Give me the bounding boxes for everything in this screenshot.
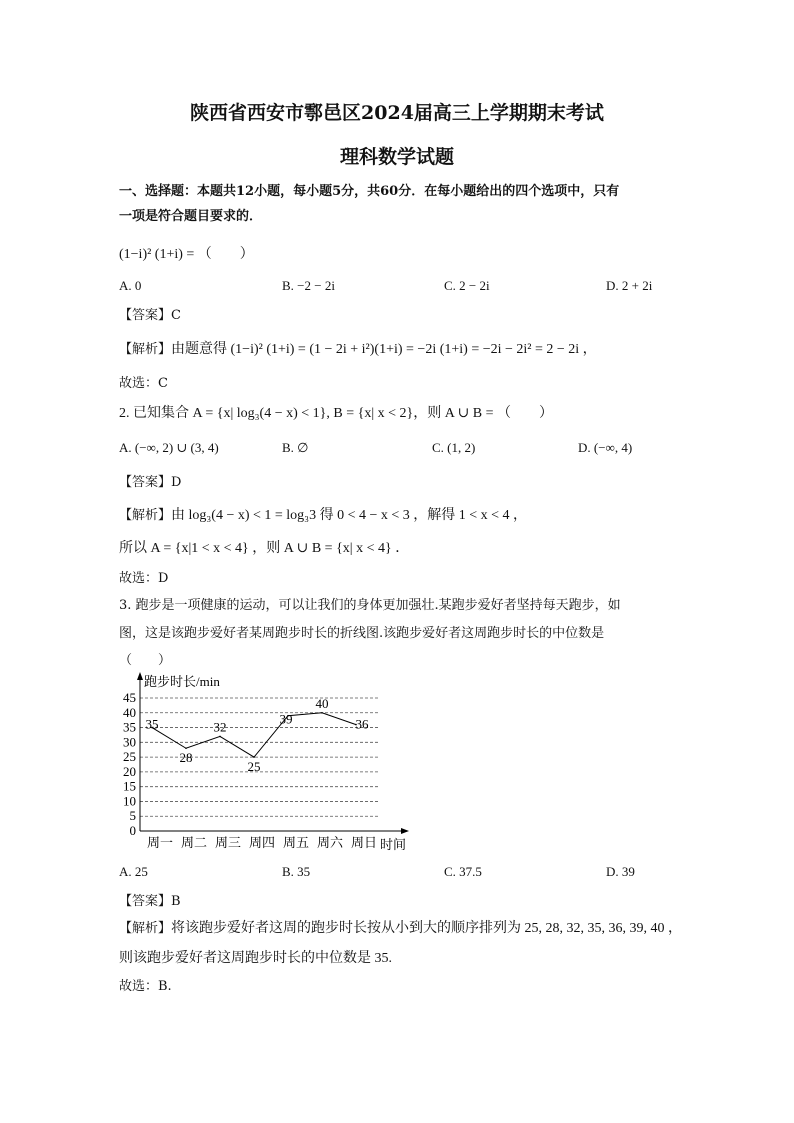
- running-time-line-chart: [110, 670, 430, 860]
- x-tick-labels: [147, 835, 377, 850]
- x-axis-title: 时间: [380, 837, 407, 852]
- q1-option-d: D. 2 + 2i: [606, 278, 653, 293]
- y-axis-title: 跑步时长/min: [144, 674, 220, 689]
- data-label-6: 40: [315, 695, 329, 711]
- chart-grid: [140, 695, 378, 816]
- section-header-line-1: 一、选择题：本题共12小题，每小题5分，共60分．在每小题给出的四个选项中，只有: [119, 184, 620, 199]
- y-tick-5: 5: [129, 808, 136, 824]
- q3-stem-1: 3. 跑步是一项健康的运动，可以让我们的身体更加强壮.某跑步爱好者坚持每天跑步，如: [119, 598, 621, 613]
- data-label-4: 25: [247, 759, 261, 775]
- x-tick-3: 周三: [214, 835, 242, 850]
- q3-analysis-text-1: 将该跑步爱好者这周的跑步时长按从小到大的顺序排列为 25, 28, 32, 35, 36, 39, 40 ，: [171, 921, 683, 936]
- y-tick-40: 40: [123, 704, 136, 720]
- q3-option-d: D. 39: [606, 864, 635, 879]
- q1-option-b: B. −2 − 2i: [282, 278, 335, 293]
- q3-option-c: C. 37.5: [444, 864, 482, 879]
- q2-analysis-2: 所以 A = {x|1 < x < 4} ，则 A ∪ B = {x| x < 4} ．: [119, 541, 410, 556]
- data-point-6: [321, 712, 323, 714]
- q2-option-c: C. (1, 2): [432, 440, 476, 455]
- q3-stem-2: 图，这是该跑步爱好者某周跑步时长的折线图.该跑步爱好者这周跑步时长的中位数是: [119, 626, 605, 641]
- x-tick-7: 周日: [350, 835, 378, 850]
- y-tick-25: 25: [123, 749, 136, 765]
- q3-option-b: B. 35: [282, 864, 311, 879]
- q2-conclusion: 故选：D: [119, 571, 169, 586]
- x-tick-4: 周四: [248, 835, 276, 850]
- q3-stem-3: （ ）: [119, 653, 172, 668]
- q2-analysis-label: 【解析】: [119, 508, 172, 523]
- x-tick-6: 周六: [316, 835, 344, 850]
- x-tick-2: 周二: [180, 835, 208, 850]
- q1-conclusion: 故选：C: [119, 376, 168, 391]
- q3-analysis-1: [119, 917, 682, 937]
- q1-analysis: [119, 338, 597, 358]
- q1-option-c: C. 2 − 2i: [444, 278, 490, 293]
- q1-answer: 【答案】C: [119, 308, 181, 323]
- data-label-3: 32: [213, 719, 227, 735]
- x-tick-1: 周一: [146, 835, 174, 850]
- q3-option-a: A. 25: [119, 864, 148, 879]
- x-axis-arrow: [401, 828, 409, 834]
- data-label-5: 39: [279, 711, 293, 727]
- data-label-1: 35: [145, 716, 159, 732]
- data-label-2: 28: [179, 750, 193, 766]
- q1-analysis-label: 【解析】: [119, 342, 172, 357]
- q1-option-a: A. 0: [119, 278, 142, 293]
- y-axis-arrow: [137, 672, 143, 680]
- data-point-3: [219, 736, 221, 738]
- q1-stem: [119, 243, 254, 263]
- q3-conclusion: 故选：B.: [119, 979, 172, 994]
- q2-option-b: B. ∅: [282, 440, 309, 455]
- q2-stem: 2. 已知集合 A = {x| log₃(4 − x) < 1}, B = {x| x < 2}，则 A ∪ B = （ ）: [119, 406, 554, 421]
- y-tick-20: 20: [123, 763, 136, 779]
- y-tick-0: 0: [129, 823, 136, 838]
- q1-stem-text: (1−i)² (1+i) = （ ）: [119, 247, 254, 262]
- y-tick-10: 10: [123, 793, 136, 809]
- y-tick-labels: [123, 690, 136, 838]
- q3-analysis-2: 则该跑步爱好者这周跑步时长的中位数是 35.: [119, 951, 392, 966]
- y-tick-30: 30: [123, 734, 136, 750]
- x-tick-5: 周五: [282, 835, 310, 850]
- data-label-7: 36: [355, 716, 369, 732]
- title-line-2: 理科数学试题: [339, 146, 454, 168]
- q3-analysis-label: 【解析】: [119, 921, 172, 936]
- q2-analysis-1: [119, 504, 527, 524]
- title-line-1: 陕西省西安市鄠邑区2024届高三上学期期末考试: [190, 102, 604, 124]
- data-point-4: [253, 756, 255, 758]
- data-point-2: [185, 747, 187, 749]
- q2-option-d: D. (−∞, 4): [578, 440, 633, 455]
- q3-answer: 【答案】B: [119, 894, 181, 909]
- y-tick-45: 45: [123, 690, 136, 705]
- q2-analysis-text-1: 由 log₃(4 − x) < 1 = log₃3 得 0 < 4 − x < 3 ，解得 1 < x < 4 ，: [171, 508, 528, 523]
- q1-analysis-text: 由题意得 (1−i)² (1+i) = (1 − 2i + i²)(1+i) = −2i (1+i) = −2i − 2i² = 2 − 2i ，: [171, 342, 597, 357]
- q2-option-a: A. (−∞, 2) ∪ (3, 4): [119, 440, 219, 455]
- y-tick-15: 15: [123, 778, 136, 794]
- chart-axes: [137, 672, 409, 852]
- y-tick-35: 35: [123, 719, 136, 735]
- series-running-time: [146, 696, 370, 774]
- q2-answer: 【答案】D: [119, 475, 182, 490]
- section-header-line-2: 一项是符合题目要求的．: [119, 209, 263, 224]
